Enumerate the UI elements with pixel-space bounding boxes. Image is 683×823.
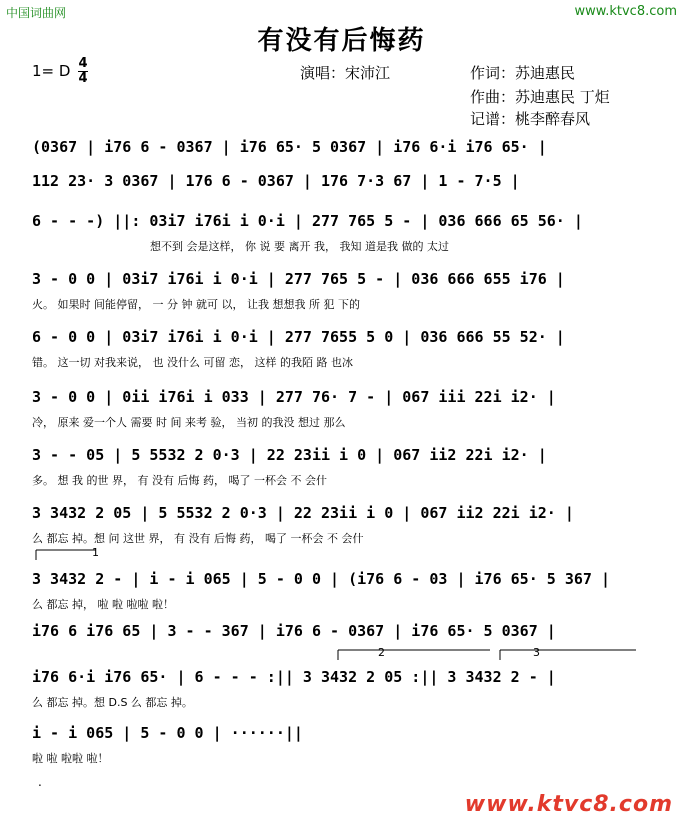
song-title: 有没有后悔药: [257, 26, 426, 56]
singer-credit: 演唱：宋沛江: [300, 64, 391, 82]
score-line-9: 3 3432 2 - | i - i 065 | 5 - 0 0 | (i76 6 - 03 | i76 65· 5 367 |: [32, 570, 610, 588]
volta-1-label: 1: [92, 546, 99, 559]
key-signature: 1= D: [32, 62, 71, 80]
score-line-8: 3 3432 2 05 | 5 5532 2 0·3 | 22 23ii i 0 | 067 ii2 22i i2· |: [32, 504, 574, 522]
time-signature-top: 4: [78, 56, 88, 71]
score-line-6: 3 - 0 0 | 0ii i76i i 033 | 277 76· 7 - | 067 iii 22i i2· |: [32, 388, 556, 406]
lyric-line-4: 火。 如果时 间能停留， 一 分 钟 就可 以， 让我 想想我 所 犯 下的: [32, 298, 360, 311]
composer-credit: 作曲：苏迪惠民 丁炬: [470, 88, 610, 106]
lyric-line-8: 么 都忘 掉。想 问 这世 界， 有 没有 后悔 药， 喝了 一杯会 不 会什: [32, 532, 364, 545]
watermark-top-left: 中国词曲网: [6, 6, 67, 20]
lyric-line-6: 冷， 原来 爱一个人 需要 时 间 来考 验， 当初 的我没 想过 那么: [32, 416, 346, 429]
score-line-10: i76 6 i76 65 | 3 - - 367 | i76 6 - 0367 | i76 65· 5 0367 |: [32, 622, 556, 640]
volta-2-label: 2: [378, 646, 385, 659]
watermark-bottom-right: www.ktvc8.com: [464, 792, 673, 817]
lyric-line-9: 么 都忘 掉， 啦 啦 啦啦 啦！: [32, 598, 174, 611]
transcriber-credit: 记谱：桃李醉春风: [470, 110, 591, 128]
lyric-line-11: 么 都忘 掉。想 D.S 么 都忘 掉。: [32, 696, 193, 709]
score-line-4: 3 - 0 0 | 03i7 i76i i 0·i | 277 765 5 - | 036 666 655 i76 |: [32, 270, 565, 288]
watermark-top-right: www.ktvc8.com: [574, 4, 677, 19]
footer-dot: .: [38, 775, 42, 789]
score-line-1: (0367 | i76 6 - 0367 | i76 65· 5 0367 | i76 6·i i76 65· |: [32, 138, 547, 156]
lyric-line-3: 想不到 会是这样， 你 说 要 离开 我， 我知 道是我 做的 太过: [150, 240, 449, 253]
lyricist-credit: 作词：苏迪惠民: [470, 64, 576, 82]
time-signature-bottom: 4: [78, 71, 88, 86]
score-line-7: 3 - - 05 | 5 5532 2 0·3 | 22 23ii i 0 | 067 ii2 22i i2· |: [32, 446, 547, 464]
score-line-3: 6 - - -) ||: 03i7 i76i i 0·i | 277 765 5 - | 036 666 65 56· |: [32, 212, 583, 230]
score-line-2: 112 23· 3 0367 | 176 6 - 0367 | 176 7·3 67 | 1 - 7·5 |: [32, 172, 520, 190]
lyric-line-12: 啦 啦 啦啦 啦！: [32, 752, 109, 765]
score-line-5: 6 - 0 0 | 03i7 i76i i 0·i | 277 7655 5 0 | 036 666 55 52· |: [32, 328, 565, 346]
score-line-11: i76 6·i i76 65· | 6 - - - :|| 3 3432 2 05 :|| 3 3432 2 - |: [32, 668, 556, 686]
lyric-line-5: 错。 这一切 对我来说， 也 没什么 可留 恋， 这样 的我陌 路 也冰: [32, 356, 353, 369]
volta-3-label: 3: [533, 646, 540, 659]
lyric-line-7: 多。 想 我 的世 界， 有 没有 后悔 药， 喝了 一杯会 不 会什: [32, 474, 327, 487]
score-line-12: i - i 065 | 5 - 0 0 | ······||: [32, 724, 303, 742]
